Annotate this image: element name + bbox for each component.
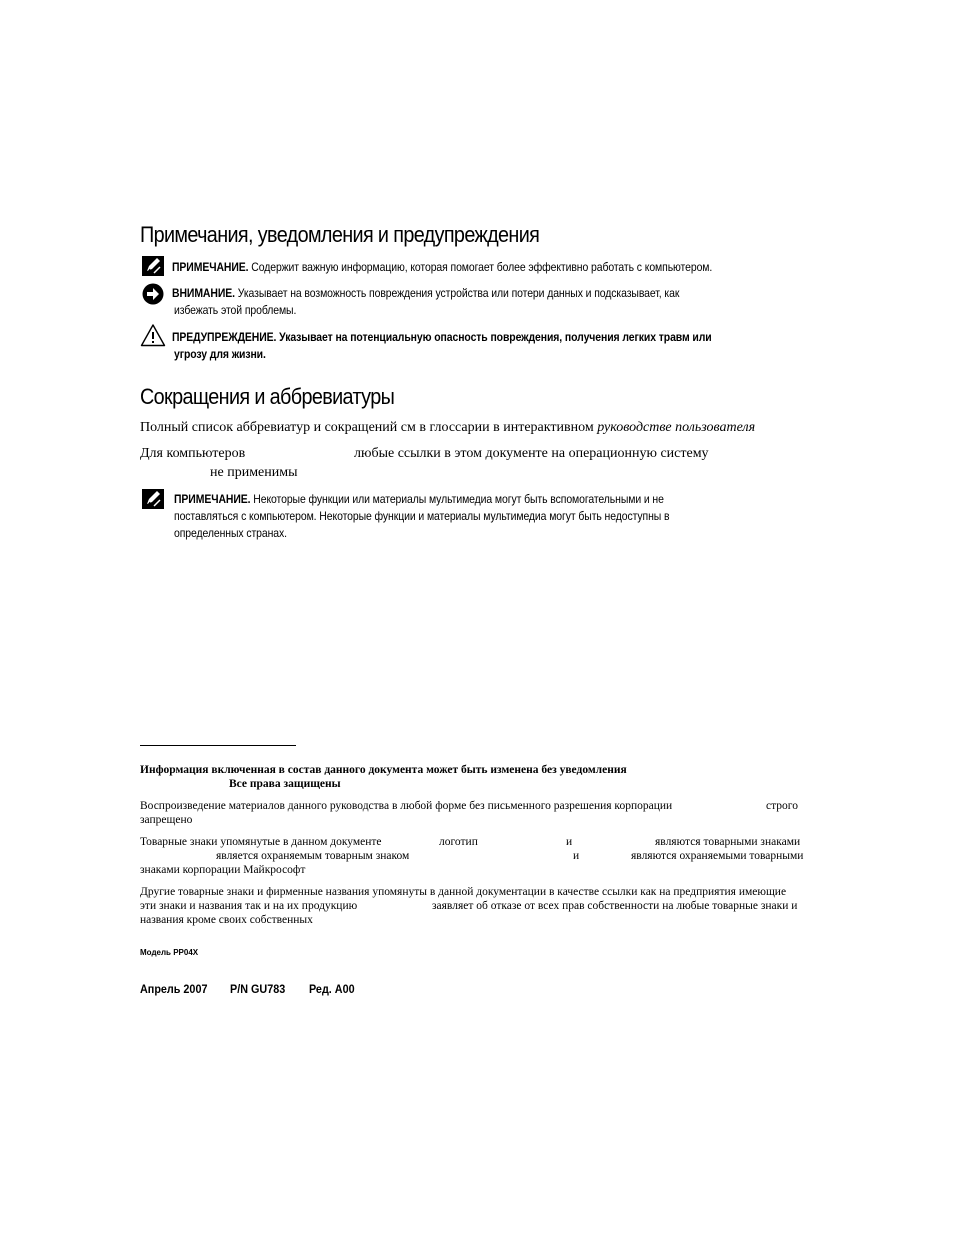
other-e: заявляет об отказе от всех прав собственности на любые товарные знаки и xyxy=(432,900,798,912)
user-guide-ref: руководстве пользователя xyxy=(597,420,756,435)
caution-text-2: избежать этой проблемы. xyxy=(174,303,297,317)
tm-g: и xyxy=(573,850,580,862)
section-abbreviations-title: Сокращения и аббревиатуры xyxy=(140,384,395,409)
text-run: имеющие xyxy=(738,886,787,898)
text-run: Другие товарные знаки и фирменные названия упомянуты в данной документации в качестве ссылки как на предприятия xyxy=(140,886,736,898)
repro-b: строго xyxy=(766,800,798,812)
note-label: ПРИМЕЧАНИЕ. xyxy=(174,492,251,506)
tm-f: является охраняемым товарным знаком xyxy=(216,850,410,862)
note-text-1: Некоторые функции или материалы мультимедиа могут быть вспомогательными и не xyxy=(253,492,664,506)
caution-line-1 xyxy=(172,286,679,300)
repro-a: Воспроизведение материалов данного руководства в любой форме без письменного разрешения корпорации xyxy=(140,800,673,812)
text-run: в глоссарии в интерактивном xyxy=(419,420,594,435)
text-run: названия xyxy=(140,914,184,926)
text-run: так и на их продукцию xyxy=(245,900,358,912)
warning-icon xyxy=(140,323,166,347)
text-run: эти знаки и названия xyxy=(140,900,243,912)
tm-d: и xyxy=(566,836,573,848)
abbrev-para-2c: не применимы xyxy=(210,465,298,480)
text-run: может быть изменена без уведомления xyxy=(426,764,627,776)
caution-text-1: Указывает на возможность повреждения устройства или потери данных и подсказывает, как xyxy=(237,286,680,300)
note-text: Содержит важную информацию, которая помогает более эффективно работать с компьютером. xyxy=(251,260,713,274)
note-text-3: определенных странах. xyxy=(174,526,287,540)
repro-c: запрещено xyxy=(140,814,193,826)
caution-icon xyxy=(142,283,164,305)
note-1 xyxy=(172,260,712,274)
abbrev-para-2a: Для компьютеров xyxy=(140,446,246,461)
note-text-2: поставляться с компьютером. Некоторые функции и материалы мультимедиа могут быть недоступны в xyxy=(174,509,670,523)
note-icon xyxy=(142,256,164,276)
model-number: Модель PP04X xyxy=(140,948,199,957)
revision: Ред. A00 xyxy=(309,982,355,996)
text-run: включенная в состав данного документа xyxy=(211,764,424,776)
tm-i: знаками корпорации Майкрософт xyxy=(140,864,306,876)
note-2-line-1 xyxy=(174,492,664,506)
rights-reserved: Все права защищены xyxy=(229,778,341,790)
info-line xyxy=(140,764,627,776)
caution-label: ВНИМАНИЕ. xyxy=(172,286,235,300)
warning-line-1 xyxy=(172,330,712,344)
tm-h: являются охраняемыми товарными xyxy=(631,850,804,862)
publish-date: Апрель 2007 xyxy=(140,982,208,996)
text-run: Полный список аббревиатур и сокращений см xyxy=(140,420,416,435)
divider xyxy=(140,745,296,746)
abbrev-para-1 xyxy=(140,420,755,436)
other-f xyxy=(140,914,313,926)
other-a xyxy=(140,886,786,898)
text-run: Товарные знаки xyxy=(140,836,218,848)
text-run: кроме своих собственных xyxy=(186,914,313,926)
warning-text-1: Указывает на потенциальную опасность повреждения, получения легких травм или xyxy=(279,330,712,344)
note-icon xyxy=(142,489,164,509)
tm-a xyxy=(140,836,382,848)
text-run: Информация xyxy=(140,764,209,776)
text-run: упомянутые в данном документе xyxy=(220,836,382,848)
section-notes-title: Примечания, уведомления и предупреждения xyxy=(140,222,540,247)
warning-label: ПРЕДУПРЕЖДЕНИЕ. xyxy=(172,330,277,344)
tm-c: логотип xyxy=(439,836,478,848)
warning-text-2: угрозу для жизни. xyxy=(174,347,266,361)
other-c xyxy=(140,900,357,912)
part-number: P/N GU783 xyxy=(230,982,286,996)
abbrev-para-2b: любые ссылки в этом документе на операционную систему xyxy=(354,446,709,461)
tm-e: являются товарными знаками xyxy=(655,836,801,848)
note-label: ПРИМЕЧАНИЕ. xyxy=(172,260,249,274)
